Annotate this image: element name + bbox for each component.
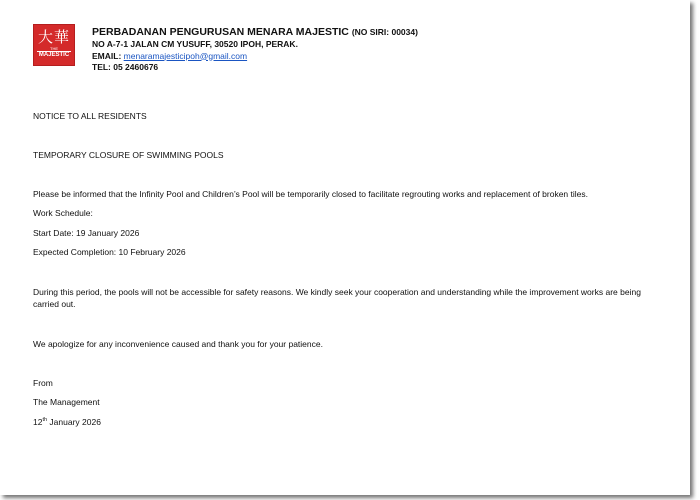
organization-line [92,26,418,39]
email-line [92,51,418,63]
email-label: EMAIL: [92,50,122,61]
logo-the-text: THE [50,46,58,51]
majestic-logo [33,24,75,66]
work-schedule-label: Work Schedule: [33,208,93,218]
notice-recipient: NOTICE TO ALL RESIDENTS [33,111,147,121]
notice-date-suffix: th [42,417,48,424]
sender-name: The Management [33,397,100,407]
organization-name: PERBADANAN PENGURUSAN MENARA MAJESTIC [92,26,349,38]
notice-period-paragraph: During this period, the pools will not be accessible for safety reasons. We kindly seek your cooperation and understanding while the improvement works are being carried out. [33,287,641,309]
notice-date-day: 12 [33,417,43,427]
notice-intro-paragraph: Please be informed that the Infinity Pool and Children’s Pool will be temporarily closed to facilitate regrouting works and replacement of broken tiles. [33,189,588,199]
telephone-line: TEL: 05 2460676 [92,62,159,72]
from-label: From [33,378,53,388]
letterhead [92,26,418,74]
address-line: NO A-7-1 JALAN CM YUSUFF, 30520 IPOH, PERAK. [92,39,298,49]
logo-chinese-characters: 大華 [37,28,70,46]
expected-completion-date: Expected Completion: 10 February 2026 [33,247,186,257]
notice-date [33,416,101,428]
logo-name-text: MAJESTIC [38,52,70,58]
notice-date-month-year: January 2026 [47,417,101,427]
start-date: Start Date: 19 January 2026 [33,228,140,238]
organization-number: (NO SIRI: 00034) [351,27,418,37]
notice-subject: TEMPORARY CLOSURE OF SWIMMING POOLS [33,150,224,160]
email-link[interactable]: menaramajesticipoh@gmail.com [123,50,248,61]
notice-apology: We apologize for any inconvenience caused and thank you for your patience. [33,339,323,349]
